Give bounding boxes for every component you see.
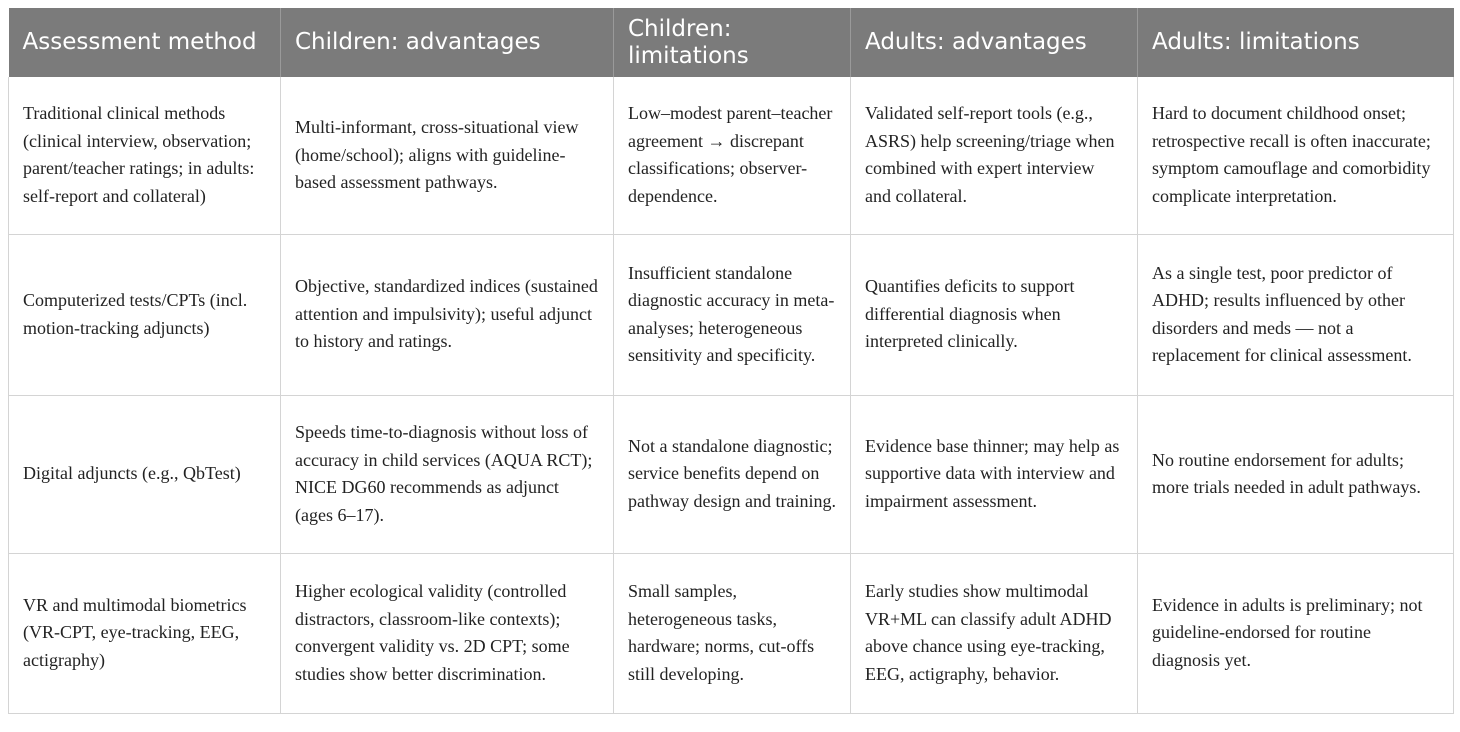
header-adults-advantages: Adults: advantages (851, 8, 1138, 77)
cell-children-advantages: Speeds time-to-diagnosis without loss of accuracy in child services (AQUA RCT); NICE DG60 recommends as adjunct (ages 6–17). (281, 395, 614, 553)
cell-children-advantages: Higher ecological validity (controlled distractors, classroom-like contexts); convergent validity vs. 2D CPT; some studies show better discrimination. (281, 553, 614, 713)
header-row (9, 8, 1454, 77)
cell-children-limitations: Small samples, heterogeneous tasks, hardware; norms, cut-offs still developing. (614, 553, 851, 713)
header-children-advantages: Children: advantages (281, 8, 614, 77)
cell-adults-limitations: Hard to document childhood onset; retrospective recall is often inaccurate; symptom camouflage and comorbidity complicate interpretation. (1138, 77, 1454, 234)
cell-method: VR and multimodal biometrics (VR-CPT, eye-tracking, EEG, actigraphy) (9, 553, 281, 713)
cell-adults-limitations: No routine endorsement for adults; more trials needed in adult pathways. (1138, 395, 1454, 553)
assessment-comparison-table (8, 8, 1454, 714)
cell-adults-limitations: As a single test, poor predictor of ADHD; results influenced by other disorders and meds — not a replacement for clinical assessment. (1138, 234, 1454, 395)
cell-adults-limitations: Evidence in adults is preliminary; not guideline-endorsed for routine diagnosis yet. (1138, 553, 1454, 713)
header-children-limitations: Children: limitations (614, 8, 851, 77)
cell-adults-advantages: Early studies show multimodal VR+ML can classify adult ADHD above chance using eye-tracking, EEG, actigraphy, behavior. (851, 553, 1138, 713)
table-row (9, 553, 1454, 713)
cell-children-limitations: Insufficient standalone diagnostic accuracy in meta-analyses; heterogeneous sensitivity and specificity. (614, 234, 851, 395)
cell-adults-advantages: Validated self-report tools (e.g., ASRS) help screening/triage when combined with expert interview and collateral. (851, 77, 1138, 234)
table-row (9, 234, 1454, 395)
cell-children-limitations: Low–modest parent–teacher agreement → discrepant classifications; observer-dependence. (614, 77, 851, 234)
comparison-table-container (8, 8, 1453, 714)
header-adults-limitations: Adults: limitations (1138, 8, 1454, 77)
cell-adults-advantages: Evidence base thinner; may help as supportive data with interview and impairment assessment. (851, 395, 1138, 553)
cell-method: Computerized tests/CPTs (incl. motion-tracking adjuncts) (9, 234, 281, 395)
table-row (9, 77, 1454, 234)
cell-method: Digital adjuncts (e.g., QbTest) (9, 395, 281, 553)
cell-children-advantages: Objective, standardized indices (sustained attention and impulsivity); useful adjunct to history and ratings. (281, 234, 614, 395)
cell-method: Traditional clinical methods (clinical interview, observation; parent/teacher ratings; in adults: self-report and collateral) (9, 77, 281, 234)
cell-children-advantages: Multi-informant, cross-situational view (home/school); aligns with guideline-based assessment pathways. (281, 77, 614, 234)
header-assessment-method: Assessment method (9, 8, 281, 77)
table-row (9, 395, 1454, 553)
cell-adults-advantages: Quantifies deficits to support differential diagnosis when interpreted clinically. (851, 234, 1138, 395)
cell-children-limitations: Not a standalone diagnostic; service benefits depend on pathway design and training. (614, 395, 851, 553)
